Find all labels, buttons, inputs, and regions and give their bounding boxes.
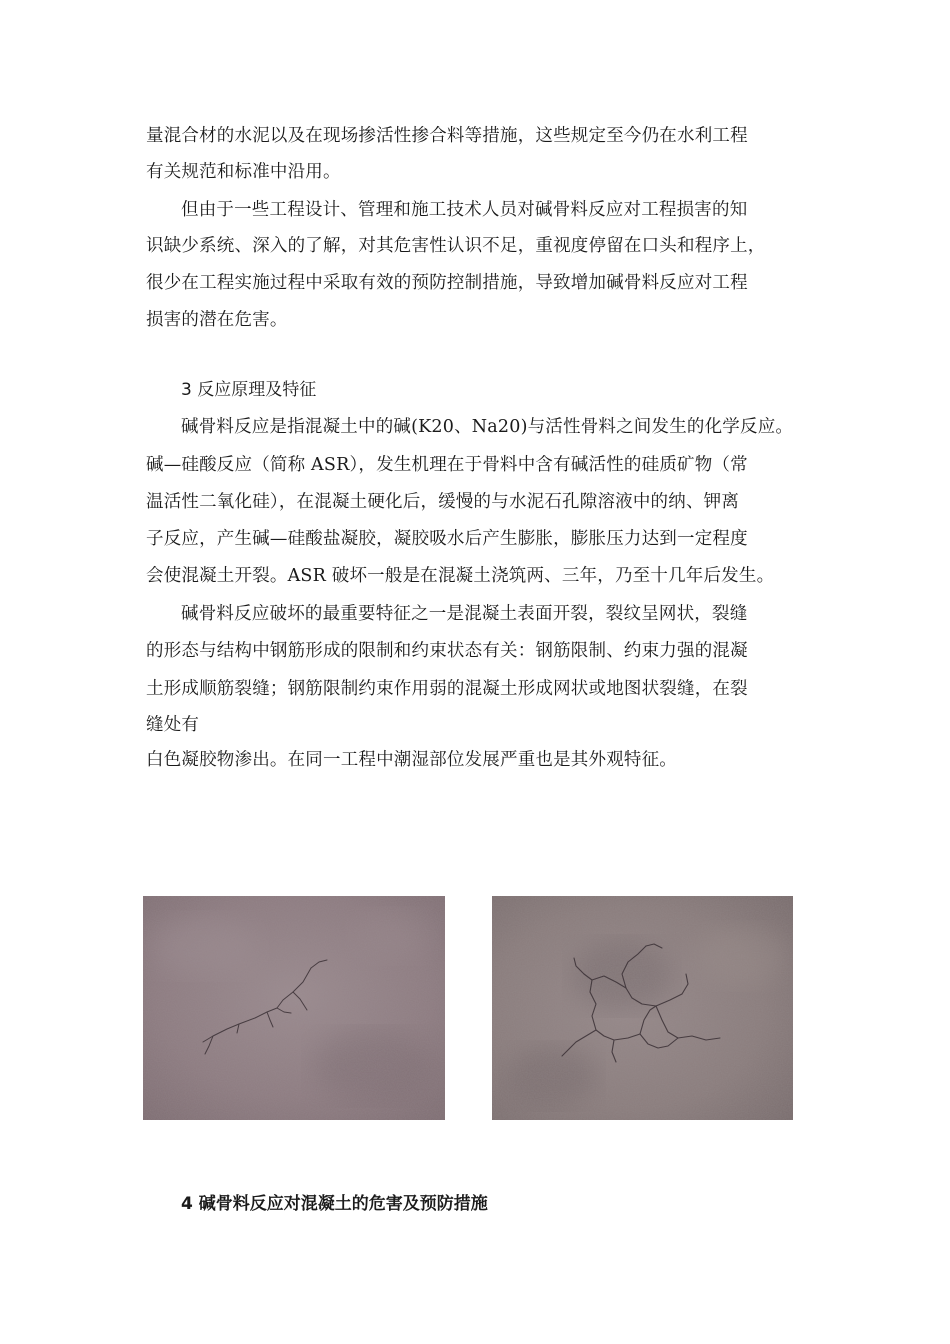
text-line: 识缺少系统、深入的了解，对其危害性认识不足，重视度停留在口头和程序上，: [146, 236, 766, 256]
text-line: 土形成顺筋裂缝；钢筋限制约束作用弱的混凝土形成网状或地图状裂缝，在裂: [146, 679, 748, 699]
text-line: 会使混凝土开裂。ASR 破坏一般是在混凝土浇筑两、三年，乃至十几年后发生。: [146, 566, 775, 586]
text-line: 量混合材的水泥以及在现场掺活性掺合料等措施，这些规定至今仍在水利工程: [146, 126, 748, 146]
text-line: 很少在工程实施过程中采取有效的预防控制措施，导致增加碱骨料反应对工程: [146, 273, 748, 293]
concrete-map-crack-photo-right: [492, 896, 793, 1120]
text-line: 子反应，产生碱—硅酸盐凝胶，凝胶吸水后产生膨胀，膨胀压力达到一定程度: [146, 529, 748, 549]
text-line: 碱—硅酸反应（简称 ASR），发生机理在于骨料中含有碱活性的硅质矿物（常: [146, 455, 748, 475]
text-line: 温活性二氧化硅），在混凝土硬化后，缓慢的与水泥石孔隙溶液中的纳、钾离: [146, 492, 740, 512]
section-heading-3: 3 反应原理及特征: [181, 380, 317, 400]
section-heading-4: 4 碱骨料反应对混凝土的危害及预防措施: [181, 1194, 488, 1214]
text-line: 的形态与结构中钢筋形成的限制和约束状态有关：钢筋限制、约束力强的混凝: [146, 641, 748, 661]
text-line: 损害的潜在危害。: [146, 310, 288, 330]
text-line: 碱骨料反应破坏的最重要特征之一是混凝土表面开裂，裂纹呈网状，裂缝: [181, 604, 748, 624]
concrete-crack-image: [492, 896, 793, 1120]
concrete-crack-photo-left: [143, 896, 445, 1120]
text-line: 碱骨料反应是指混凝土中的碱(K20、Na20)与活性骨料之间发生的化学反应。: [181, 417, 794, 437]
text-line: 但由于一些工程设计、管理和施工技术人员对碱骨料反应对工程损害的知: [181, 200, 748, 220]
text-line: 白色凝胶物渗出。在同一工程中潮湿部位发展严重也是其外观特征。: [146, 750, 677, 770]
concrete-crack-image: [143, 896, 445, 1120]
text-line: 缝处有: [146, 715, 200, 735]
text-line: 有关规范和标准中沿用。: [146, 162, 341, 182]
